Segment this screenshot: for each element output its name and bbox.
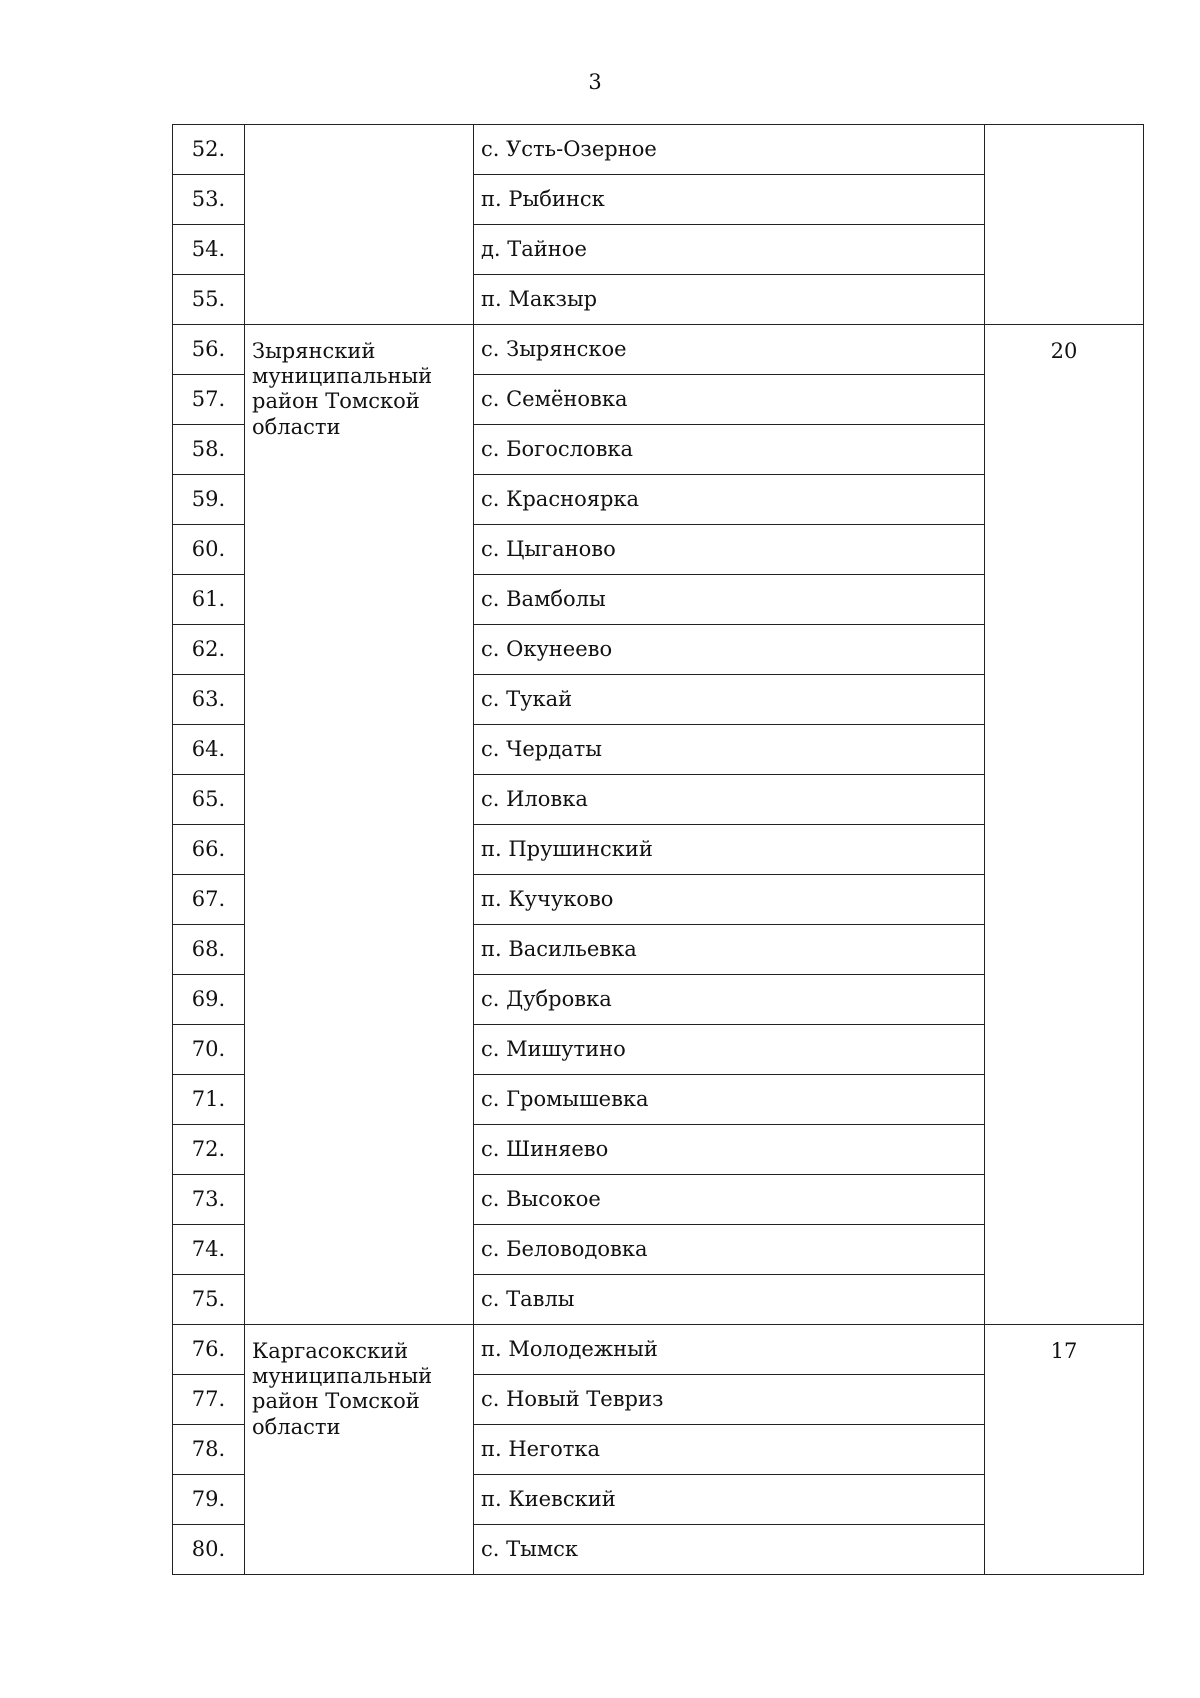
count-cell bbox=[985, 125, 1144, 325]
row-number: 52. bbox=[173, 125, 245, 175]
settlement-name: с. Тукай bbox=[474, 675, 985, 725]
district-name-line: области bbox=[252, 414, 341, 439]
table-row bbox=[173, 1325, 1144, 1375]
settlement-name: с. Вамболы bbox=[474, 575, 985, 625]
row-number: 67. bbox=[173, 875, 245, 925]
settlement-name: п. Молодежный bbox=[474, 1325, 985, 1375]
settlement-name: п. Кучуково bbox=[474, 875, 985, 925]
settlement-name: д. Тайное bbox=[474, 225, 985, 275]
row-number: 62. bbox=[173, 625, 245, 675]
settlement-name: с. Семёновка bbox=[474, 375, 985, 425]
count-cell: 20 bbox=[985, 325, 1144, 1325]
district-name-line: район Томской bbox=[252, 1389, 420, 1414]
row-number: 77. bbox=[173, 1375, 245, 1425]
settlements-table bbox=[172, 124, 1144, 1575]
count-cell: 17 bbox=[985, 1325, 1144, 1575]
settlement-name: п. Васильевка bbox=[474, 925, 985, 975]
settlement-name: с. Беловодовка bbox=[474, 1225, 985, 1275]
district-name-line: муниципальный bbox=[252, 1364, 433, 1389]
settlement-name: с. Чердаты bbox=[474, 725, 985, 775]
district-name-line: Каргасокский bbox=[252, 1339, 409, 1363]
settlement-name: с. Тавлы bbox=[474, 1275, 985, 1325]
row-number: 55. bbox=[173, 275, 245, 325]
row-number: 57. bbox=[173, 375, 245, 425]
row-number: 66. bbox=[173, 825, 245, 875]
row-number: 54. bbox=[173, 225, 245, 275]
district-cell bbox=[245, 1325, 474, 1575]
settlement-name: с. Усть-Озерное bbox=[474, 125, 985, 175]
row-number: 69. bbox=[173, 975, 245, 1025]
row-number: 78. bbox=[173, 1425, 245, 1475]
settlement-name: с. Высокое bbox=[474, 1175, 985, 1225]
settlement-name: с. Тымск bbox=[474, 1525, 985, 1575]
settlement-name: п. Макзыр bbox=[474, 275, 985, 325]
settlement-name: с. Зырянское bbox=[474, 325, 985, 375]
row-number: 64. bbox=[173, 725, 245, 775]
district-cell bbox=[245, 325, 474, 1325]
row-number: 80. bbox=[173, 1525, 245, 1575]
row-number: 53. bbox=[173, 175, 245, 225]
settlement-name: п. Рыбинск bbox=[474, 175, 985, 225]
settlement-name: п. Прушинский bbox=[474, 825, 985, 875]
settlement-name: с. Цыганово bbox=[474, 525, 985, 575]
district-name-line: район Томской bbox=[252, 389, 420, 414]
settlement-name: с. Громышевка bbox=[474, 1075, 985, 1125]
row-number: 56. bbox=[173, 325, 245, 375]
row-number: 74. bbox=[173, 1225, 245, 1275]
row-number: 59. bbox=[173, 475, 245, 525]
settlement-name: с. Окунеево bbox=[474, 625, 985, 675]
district-name-line: области bbox=[252, 1414, 341, 1439]
row-number: 76. bbox=[173, 1325, 245, 1375]
page-number: 3 bbox=[588, 70, 602, 94]
row-number: 65. bbox=[173, 775, 245, 825]
district-cell bbox=[245, 125, 474, 325]
row-number: 71. bbox=[173, 1075, 245, 1125]
settlement-name: с. Шиняево bbox=[474, 1125, 985, 1175]
table-row bbox=[173, 325, 1144, 375]
row-number: 70. bbox=[173, 1025, 245, 1075]
settlement-name: с. Дубровка bbox=[474, 975, 985, 1025]
settlement-name: с. Мишутино bbox=[474, 1025, 985, 1075]
settlement-name: с. Иловка bbox=[474, 775, 985, 825]
settlement-name: п. Неготка bbox=[474, 1425, 985, 1475]
row-number: 72. bbox=[173, 1125, 245, 1175]
settlement-name: с. Новый Тевриз bbox=[474, 1375, 985, 1425]
row-number: 63. bbox=[173, 675, 245, 725]
row-number: 75. bbox=[173, 1275, 245, 1325]
row-number: 58. bbox=[173, 425, 245, 475]
row-number: 60. bbox=[173, 525, 245, 575]
settlement-name: с. Красноярка bbox=[474, 475, 985, 525]
table-row bbox=[173, 125, 1144, 175]
row-number: 61. bbox=[173, 575, 245, 625]
row-number: 68. bbox=[173, 925, 245, 975]
settlement-name: п. Киевский bbox=[474, 1475, 985, 1525]
row-number: 73. bbox=[173, 1175, 245, 1225]
settlement-name: с. Богословка bbox=[474, 425, 985, 475]
district-name-line: муниципальный bbox=[252, 364, 433, 389]
district-name-line: Зырянский bbox=[252, 339, 376, 363]
row-number: 79. bbox=[173, 1475, 245, 1525]
